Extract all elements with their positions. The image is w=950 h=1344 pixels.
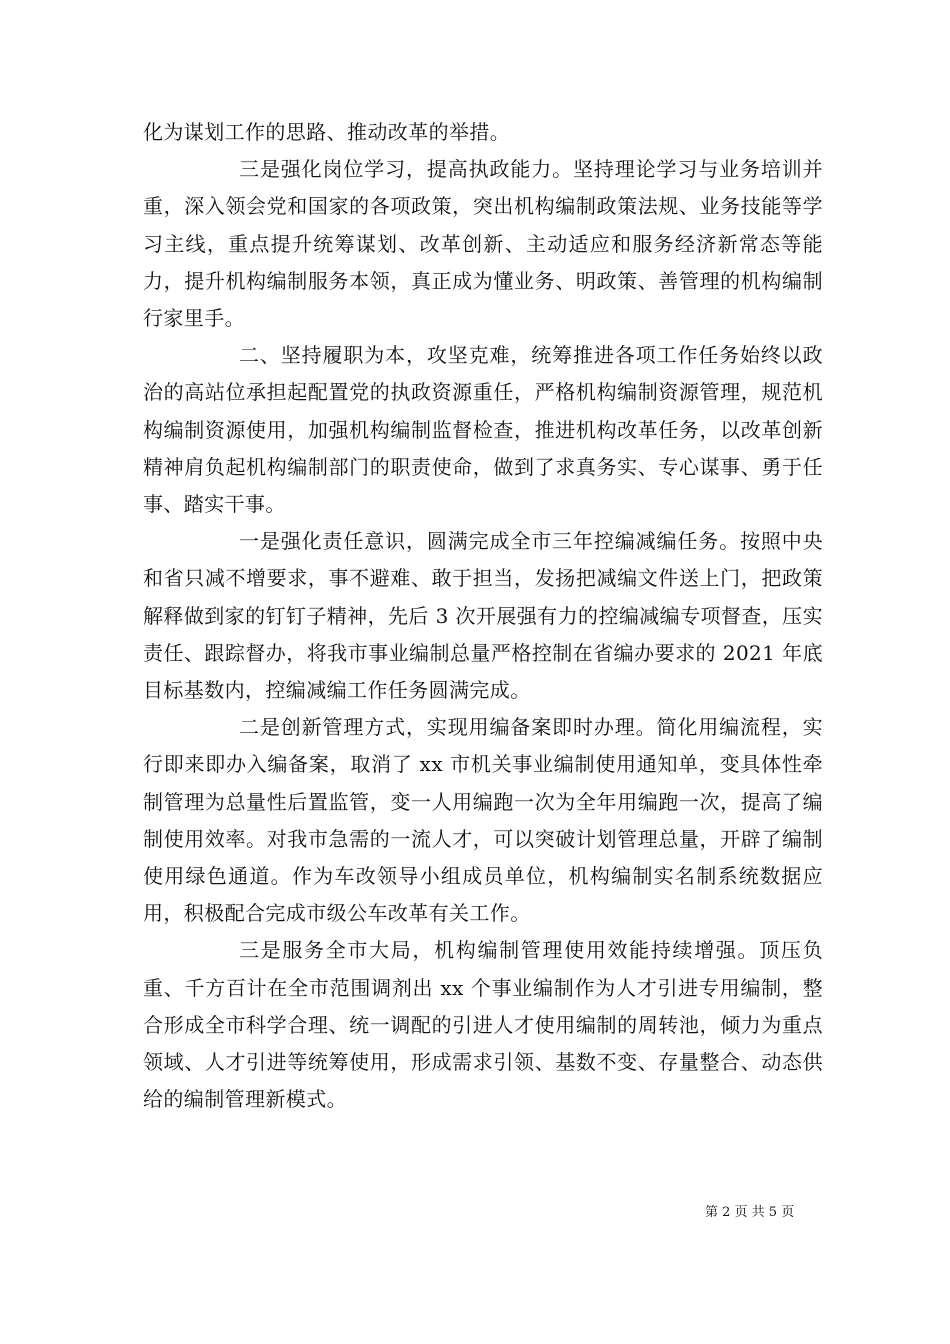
- paragraph-section-two: 二、坚持履职为本，攻坚克难，统筹推进各项工作任务始终以政治的高站位承担起配置党的执政资源重任，严格机构编制资源管理，规范机构编制资源使用，加强机构编制监督检查，推进机构改革任务，以改革创新精神肩负起机构编制部门的职责使命，做到了求真务实、专心谋事、勇于任事、踏实干事。: [143, 343, 823, 517]
- paragraph-management-innovation: 二是创新管理方式，实现用编备案即时办理。简化用编流程，实行即来即办入编备案，取消了 xx 市机关事业编制使用通知单，变具体性牵制管理为总量性后置监管，变一人用编跑一次为全年用编跑一次，提高了编制使用效率。对我市急需的一流人才，可以突破计划管理总量，开辟了编制使用绿色通道。作为车改领导小组成员单位，机构编制实名制系统数据应用，积极配合完成市级公车改革有关工作。: [143, 715, 823, 926]
- paragraph-continuation: 化为谋划工作的思路、推动改革的举措。: [143, 120, 511, 144]
- paragraph-serve-overall: 三是服务全市大局，机构编制管理使用效能持续增强。顶压负重、千方百计在全市范围调剂出 xx 个事业编制作为人才引进专用编制，整合形成全市科学合理、统一调配的引进人才使用编制的周转池，倾力为重点领域、人才引进等统筹使用，形成需求引领、基数不变、存量整合、动态供给的编制管理新模式。: [143, 938, 823, 1112]
- document-body: [143, 114, 823, 1118]
- paragraph-job-study: 三是强化岗位学习，提高执政能力。坚持理论学习与业务培训并重，深入领会党和国家的各项政策，突出机构编制政策法规、业务技能等学习主线，重点提升统筹谋划、改革创新、主动适应和服务经济新常态等能力，提升机构编制服务本领，真正成为懂业务、明政策、善管理的机构编制行家里手。: [143, 157, 823, 331]
- paragraph-responsibility: 一是强化责任意识，圆满完成全市三年控编减编任务。按照中央和省只减不增要求，事不避难、敢于担当，发扬把减编文件送上门，把政策解释做到家的钉钉子精神，先后 3 次开展强有力的控编减编专项督查，压实责任、跟踪督办，将我市事业编制总量严格控制在省编办要求的 2021 年底目标基数内，控编减编工作任务圆满完成。: [143, 529, 823, 703]
- page-number-footer: 第 2 页 共 5 页: [705, 1205, 795, 1220]
